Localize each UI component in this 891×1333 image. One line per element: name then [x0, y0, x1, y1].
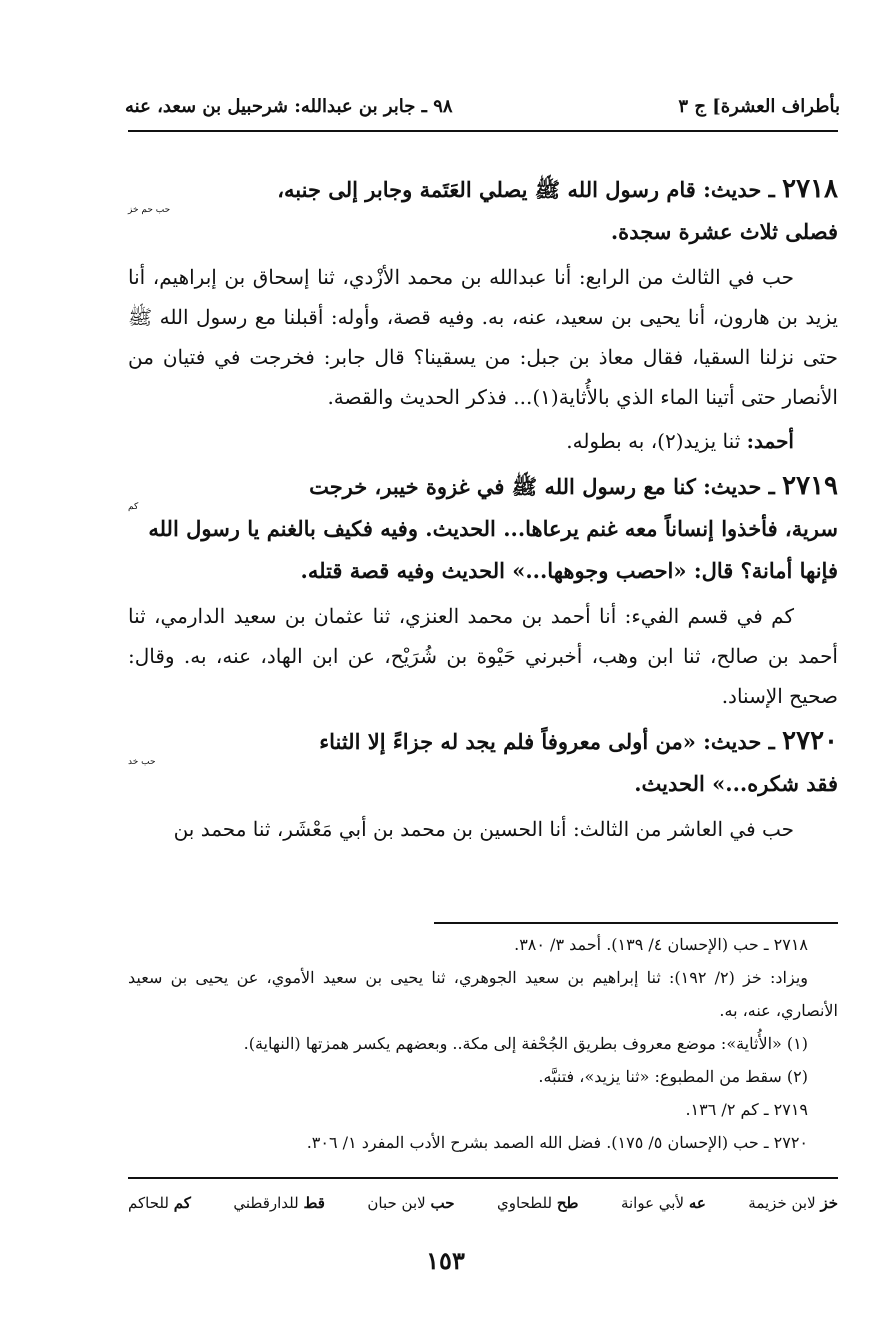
hadith-continuation: فصلى ثلاث عشرة سجدة. — [610, 219, 838, 244]
abbreviation-item: عه لأبي عوانة — [620, 1194, 706, 1212]
source-label: أحمد: — [746, 429, 794, 453]
footnote-rule — [434, 922, 838, 924]
footnote: ٢٧٢٠ ـ حب (الإحسان ٥/ ١٧٥). فضل الله الصمد بشرح الأدب المفرد ١/ ٣٠٦. — [306, 1133, 808, 1152]
hadith-entry — [128, 168, 838, 253]
hadith-continuation: فقد شكره...» الحديث. — [634, 771, 838, 796]
hadith-entry — [128, 465, 838, 592]
hadith-continuation: سرية، فأخذوا إنساناً معه غنم يرعاها... الحديث. وفيه فكيف بالغنم يا رسول الله فإنها أمانة؟ قال: «احصب وجوهها...» الحديث وفيه قصة قتله. — [148, 516, 838, 583]
isnad-paragraph: حب في الثالث من الرابع: أنا عبدالله بن محمد الأزْدي، ثنا إسحاق بن إبراهيم، أنا يزيد بن هارون، أنا يحيى بن سعيد، عنه، به. وفيه قصة، وأوله: أقبلنا مع رسول الله ﷺ حتى نزلنا السقيا، فقال معاذ بن جبل: من يسقينا؟ قال جابر: فخرجت في فتيان من الأنصار حتى أتينا الماء الذي بالأُثاية(١)... فذكر الحديث والقصة. — [128, 265, 838, 409]
footnote: ٢٧١٨ ـ حب (الإحسان ٤/ ١٣٩). أحمد ٣/ ٣٨٠. — [514, 935, 808, 954]
hadith-number: ٢٧١٨ — [782, 174, 838, 204]
hadith-entry — [128, 720, 838, 805]
main-text — [128, 168, 838, 853]
source-sigla: حب خد — [128, 757, 156, 767]
footnotes — [128, 928, 838, 1159]
abbreviation-item: حب لابن حبان — [367, 1194, 455, 1212]
footnote: (٢) سقط من المطبوع: «ثنا يزيد»، فتنبَّه. — [538, 1067, 808, 1086]
footnote: ويزاد: خز (٢/ ١٩٢): ثنا إبراهيم بن سعيد الجوهري، ثنا يحيى بن سعيد الأموي، عن يحيى بن سعيد الأنصاري، عنه، به. — [128, 968, 838, 1020]
source-sigla: كم — [128, 502, 139, 512]
running-header — [125, 88, 840, 124]
bottom-rule — [128, 1177, 838, 1179]
abbreviation-item: طح للطحاوي — [496, 1194, 579, 1212]
footnote: (١) «الأُثاية»: موضع معروف بطريق الجُحْفة إلى مكة.. وبعضهم يكسر همزتها (النهاية). — [243, 1034, 808, 1053]
source-sigla: حب حم خز — [128, 205, 171, 215]
hadith-number: ٢٧٢٠ — [782, 726, 838, 756]
hadith-title: ـ حديث: كنا مع رسول الله ﷺ في غزوة خيبر، خرجت — [309, 474, 775, 499]
abbreviation-item: كم للحاكم — [128, 1194, 191, 1212]
abbreviation-item: خز لابن خزيمة — [748, 1194, 838, 1212]
isnad-paragraph: كم في قسم الفيء: أنا أحمد بن محمد العنزي، ثنا عثمان بن سعيد الدارمي، ثنا أحمد بن صالح، ثنا ابن وهب، أخبرني حَيْوة بن شُرَيْح، عن ابن الهاد، عنه، به. وقال: صحيح الإسناد. — [128, 604, 838, 708]
page-number: ١٥٣ — [426, 1246, 465, 1275]
hadith-number: ٢٧١٩ — [782, 471, 838, 501]
footnote: ٢٧١٩ ـ كم ٢/ ١٣٦. — [685, 1100, 808, 1119]
abbreviation-item: قط للدارقطني — [233, 1194, 325, 1212]
isnad-paragraph: حب في العاشر من الثالث: أنا الحسين بن محمد بن أبي مَعْشَر، ثنا محمد بن — [173, 817, 794, 841]
hadith-title: ـ حديث: «من أولى معروفاً فلم يجد له جزاءً إلا الثناء — [319, 729, 775, 754]
header-rule — [128, 130, 838, 132]
book-title: بأطراف العشرة] ج ٣ — [678, 95, 840, 117]
isnad-paragraph — [128, 421, 838, 461]
hadith-title: ـ حديث: قام رسول الله ﷺ يصلي العَتَمة وجابر إلى جنبه، — [277, 177, 775, 202]
abbreviation-key — [128, 1194, 838, 1224]
source-text: ثنا يزيد(٢)، به بطوله. — [566, 429, 741, 453]
section-title: ٩٨ ـ جابر بن عبدالله: شرحبيل بن سعد، عنه — [125, 95, 453, 117]
